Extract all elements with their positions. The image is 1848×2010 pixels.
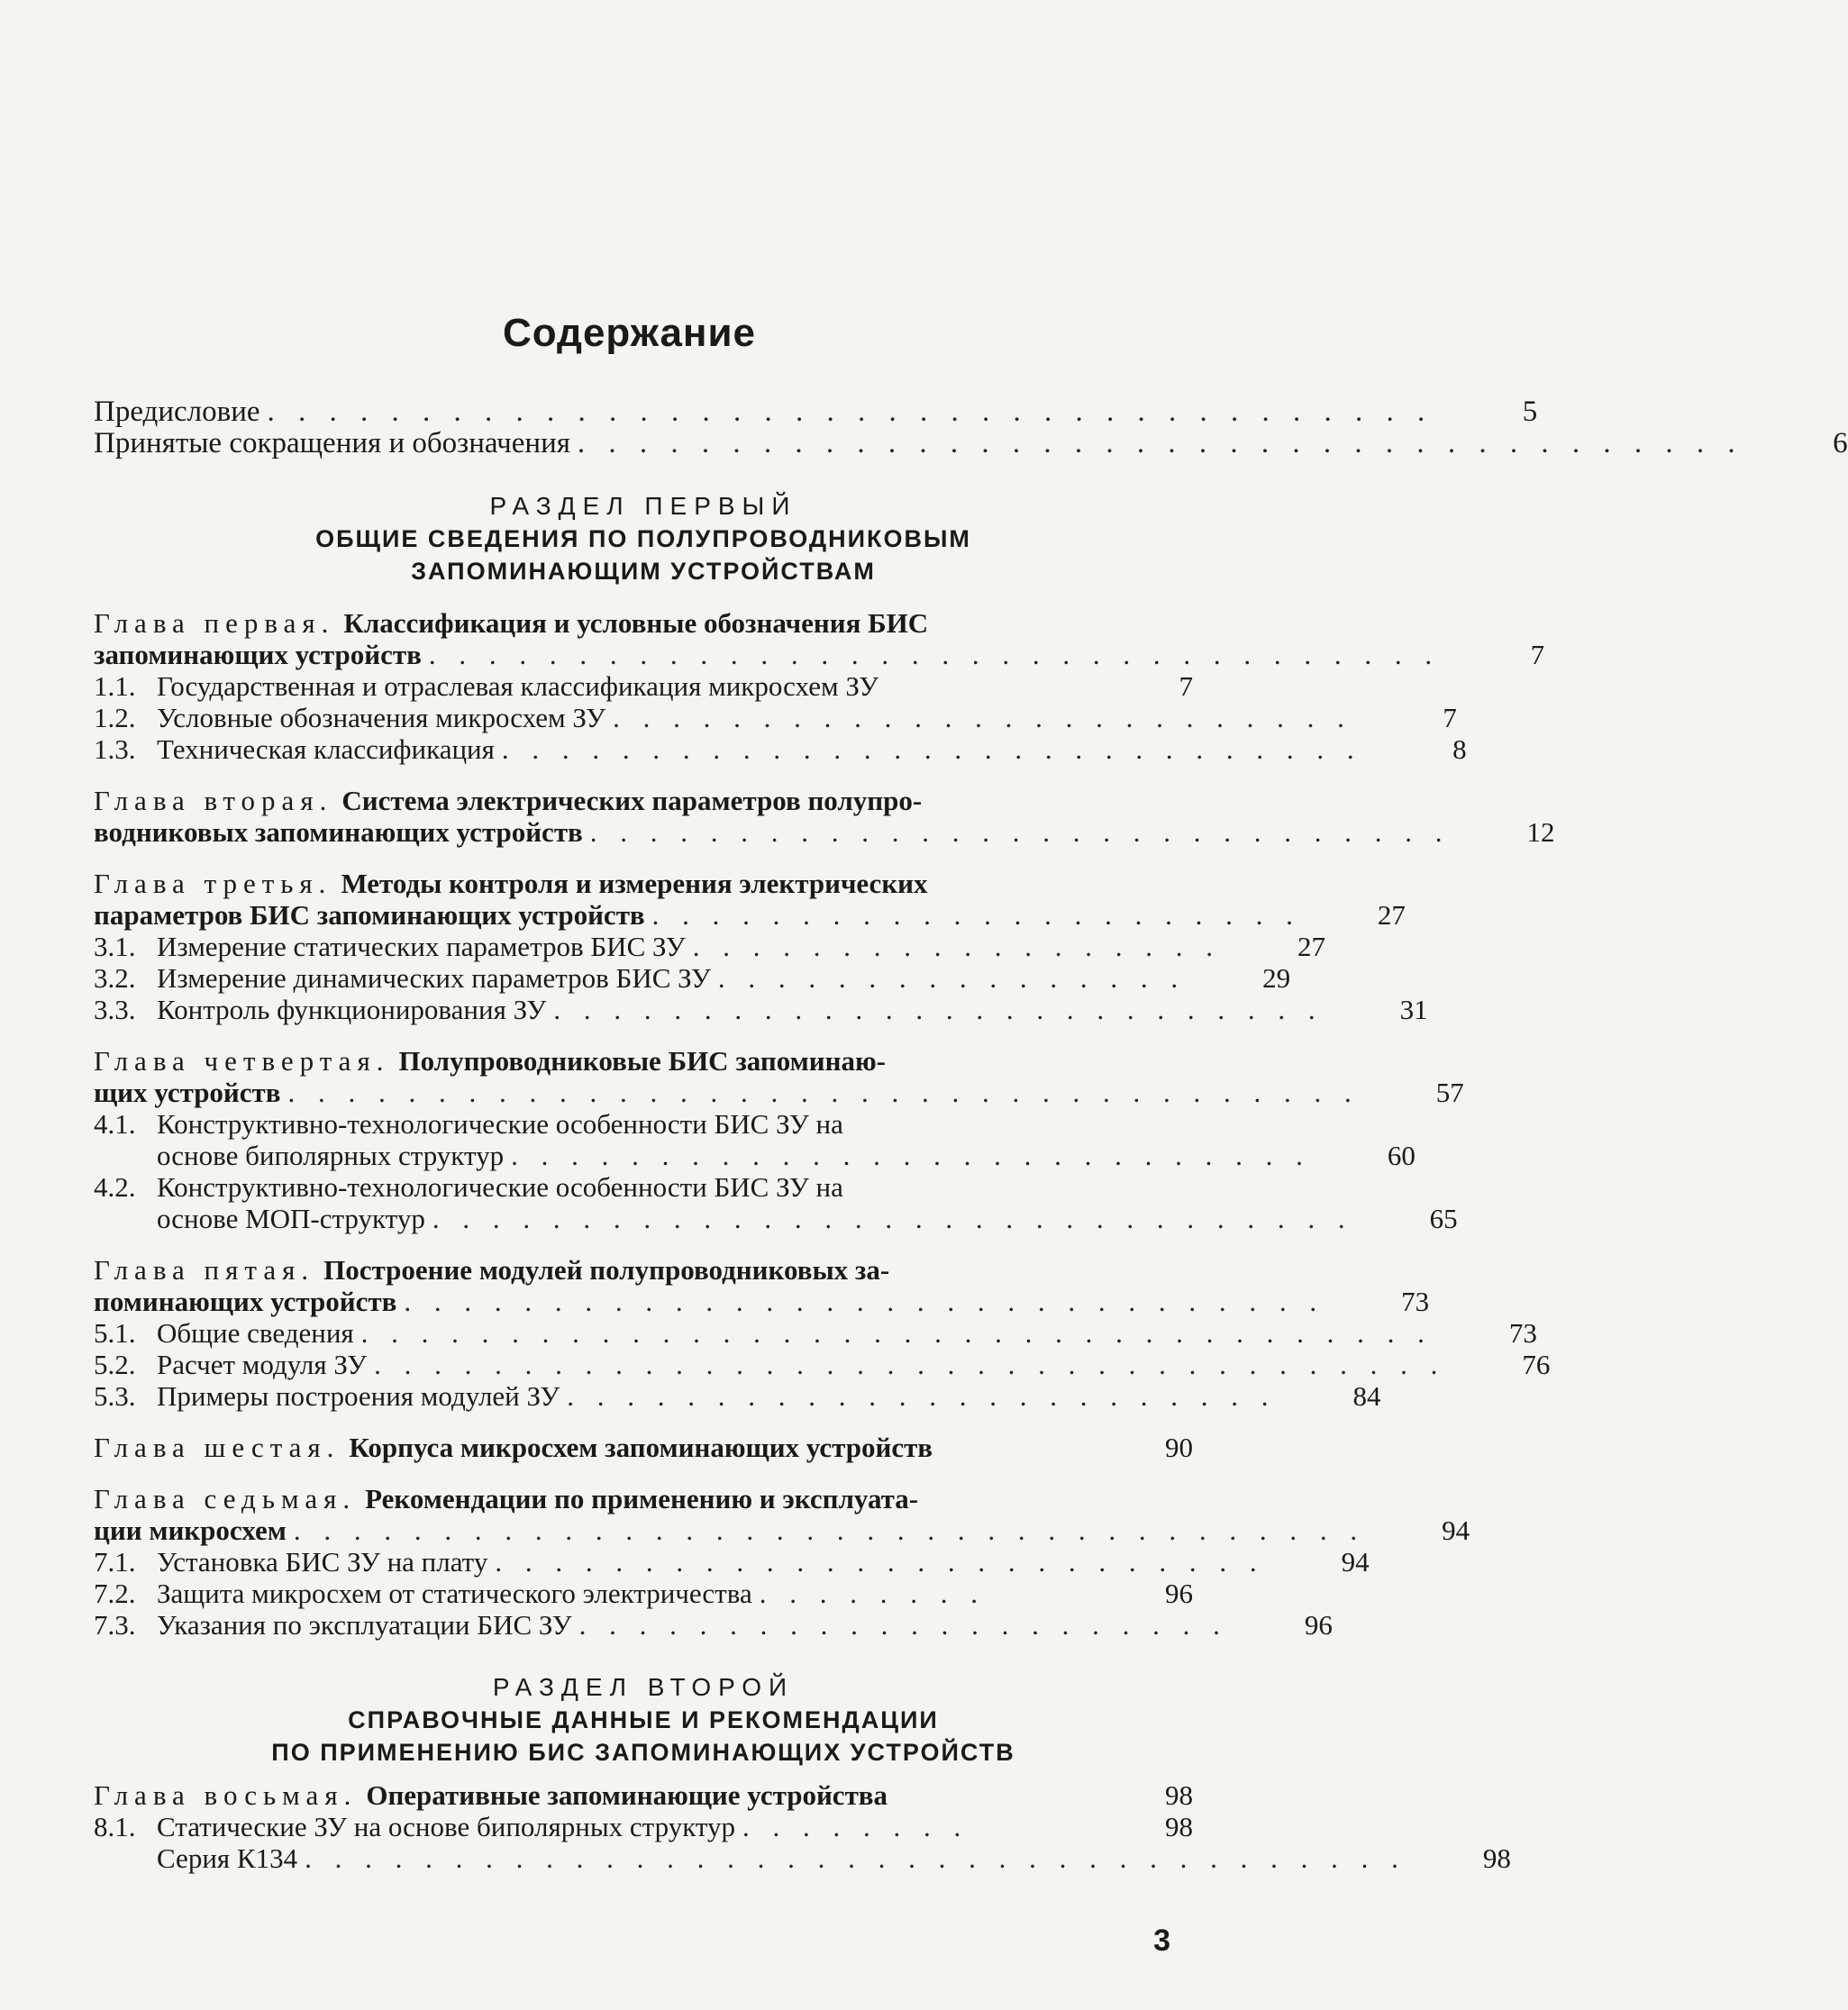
entry-text: Указания по эксплуатации БИС ЗУ (157, 1609, 572, 1641)
toc-entry[interactable] (94, 1811, 1193, 1842)
toc-entry[interactable] (94, 962, 1291, 994)
entry-text: основе биполярных структур (157, 1140, 505, 1171)
section-title-line2: ЗАПОМИНАЮЩИМ УСТРОЙСТВАМ (411, 558, 876, 585)
leader-dots: . . . . . . . . . . . . . . . . . . . . . . . . . . . . . . . . . . (428, 639, 1441, 670)
entry-number: 4.2. (94, 1171, 136, 1203)
entry-text: Контроль функционирования ЗУ (157, 994, 547, 1025)
chapter-4 (94, 1045, 1464, 1234)
entry-page: 94 (1442, 1514, 1470, 1546)
chapter-title-cont[interactable] (94, 899, 1406, 931)
toc-entry[interactable] (94, 1609, 1333, 1641)
entry-page: 27 (1377, 899, 1406, 931)
entry-text: Общие сведения (157, 1317, 354, 1349)
entry-page: 98 (1165, 1779, 1193, 1811)
entry-number: 1.2. (94, 702, 136, 733)
entry-page: 57 (1435, 1077, 1464, 1108)
entry-text: Предисловие (94, 396, 260, 428)
entry-page: 31 (1399, 994, 1428, 1025)
chapter-heading[interactable] (94, 607, 1193, 639)
toc-entry[interactable] (94, 1317, 1537, 1349)
section-heading-1 (94, 490, 1193, 587)
leader-dots: . . . . . . . . . . . . . . . . . . . . . . . . . . . . . . . . . . . . (374, 1349, 1446, 1380)
leader-dots: . . . . . . . . . . . . . . . . . . . . . . . . . . . (511, 1140, 1311, 1171)
entry-number: 1.3. (94, 733, 136, 765)
entry-page: 73 (1401, 1286, 1430, 1317)
section-label: РАЗДЕЛ ВТОРОЙ (492, 1673, 795, 1701)
leader-dots: . . . . . . . . . . . . . . . . . . . . . . . . . (613, 702, 1352, 733)
entry-page: 8 (1452, 733, 1467, 765)
entry-page: 96 (1165, 1578, 1193, 1609)
section-heading-2 (94, 1671, 1193, 1769)
toc-entry[interactable] (94, 1578, 1193, 1609)
chapter-5 (94, 1254, 1551, 1412)
leader-dots: . . . . . . . . . . . . . . . . . . (692, 931, 1221, 962)
entry-page: 98 (1165, 1811, 1193, 1842)
entry-page: 96 (1304, 1609, 1333, 1641)
entry-page: 60 (1387, 1140, 1416, 1171)
entry-page: 7 (1530, 639, 1545, 670)
chapter-6 (94, 1432, 1193, 1463)
entry-page: 98 (1482, 1842, 1511, 1874)
toc-entry[interactable] (94, 1380, 1381, 1412)
entry-text: Измерение динамических параметров БИС ЗУ (157, 962, 711, 994)
chapter-title-line2: параметров БИС запоминающих устройств (94, 899, 645, 931)
leader-dots: . . . . . . . . . . . . . . . . . . . . . . . . . . . . . . . . . . . . . . (577, 427, 1743, 459)
chapter-title-cont[interactable] (94, 1286, 1430, 1317)
entry-number: 5.1. (94, 1317, 136, 1349)
chapter-heading[interactable] (94, 868, 1193, 899)
leader-dots: . . . . . . . . . . . . . . . . . . . . . . . . . . . . . (589, 816, 1451, 848)
table-of-contents (94, 396, 1848, 1874)
section-label: РАЗДЕЛ ПЕРВЫЙ (489, 492, 797, 520)
section-title-line1: СПРАВОЧНЫЕ ДАННЫЕ И РЕКОМЕНДАЦИИ (348, 1706, 939, 1733)
entry-page: 65 (1429, 1203, 1458, 1234)
chapter-title-cont[interactable] (94, 1514, 1470, 1546)
chapter-3 (94, 868, 1428, 1025)
chapter-heading[interactable] (94, 1045, 1193, 1077)
chapter-1 (94, 607, 1545, 765)
entry-number: 7.3. (94, 1609, 136, 1641)
chapter-7 (94, 1483, 1470, 1641)
entry-number: 3.3. (94, 994, 136, 1025)
chapter-title: Классификация и условные обозначения БИС (343, 607, 929, 639)
toc-entry[interactable] (94, 994, 1428, 1025)
chapter-label: Глава пятая. (94, 1254, 315, 1286)
entry-page: 76 (1522, 1349, 1551, 1380)
entry-text: Техническая классификация (157, 733, 495, 765)
entry-number: 4.1. (94, 1108, 136, 1140)
chapter-title-cont[interactable] (94, 816, 1555, 848)
leader-dots: . . . . . . . . . . . . . . . . . . . . . . . . . . . . . . . . . . . . (287, 1077, 1360, 1108)
toc-entry[interactable] (94, 1108, 1193, 1140)
chapter-heading[interactable] (94, 785, 1193, 816)
leader-dots: . . . . . . . . . . . . . . . . . . . . . . . . . . . . . . . . . . . . (360, 1317, 1433, 1349)
chapter-label: Глава шестая. (94, 1432, 341, 1463)
entry-number: 7.2. (94, 1578, 136, 1609)
leader-dots: . . . . . . . . . . . . . . . . . . . . . . . . . . . . . . . (432, 1203, 1353, 1234)
chapter-title: Корпуса микросхем запоминающих устройств (349, 1432, 933, 1463)
toc-entry[interactable] (94, 733, 1467, 765)
entry-page: 73 (1508, 1317, 1537, 1349)
chapter-heading[interactable] (94, 1483, 1193, 1514)
leader-dots: . . . . . . . . . . . . . . . . . . . . . . . . . . . . . (501, 733, 1362, 765)
entry-text: Государственная и отраслевая классификация микросхем ЗУ (157, 670, 879, 702)
chapter-label: Глава восьмая. (94, 1779, 358, 1811)
chapter-title: Построение модулей полупроводниковых за- (323, 1254, 890, 1286)
chapter-title-line2: щих устройств (94, 1077, 281, 1108)
chapter-2 (94, 785, 1555, 848)
leader-dots: . . . . . . . . . . . . . . . . . . . . . . . . . . . . . . . . . . . . (293, 1514, 1366, 1546)
toc-entry[interactable] (94, 1546, 1370, 1578)
entry-page: 12 (1526, 816, 1555, 848)
entry-number: 3.1. (94, 931, 136, 962)
chapter-heading[interactable] (94, 1779, 1193, 1811)
chapter-label: Глава вторая. (94, 785, 333, 816)
entry-page: 7 (1179, 670, 1193, 702)
entry-page: 84 (1352, 1380, 1381, 1412)
entry-page: 6 (1833, 427, 1848, 459)
chapter-title: Рекомендации по применению и эксплуата- (365, 1483, 919, 1514)
entry-text: Конструктивно-технологические особенности БИС ЗУ на (157, 1108, 843, 1140)
toc-entry[interactable] (94, 1842, 1511, 1874)
chapter-title-line2: водниковых запоминающих устройств (94, 816, 583, 848)
chapter-8 (94, 1779, 1511, 1874)
toc-entry-cont[interactable] (94, 1140, 1416, 1171)
toc-entry[interactable] (94, 1349, 1551, 1380)
entry-page: 5 (1522, 396, 1538, 428)
entry-number: 8.1. (94, 1811, 136, 1842)
entry-number: 5.2. (94, 1349, 136, 1380)
chapter-heading[interactable] (94, 1432, 1193, 1463)
entry-text: Установка БИС ЗУ на плату (157, 1546, 488, 1578)
toc-entry-preface[interactable] (94, 396, 1538, 428)
chapter-label: Глава первая. (94, 607, 335, 639)
entry-text: Конструктивно-технологические особенности БИС ЗУ на (157, 1171, 843, 1203)
leader-dots: . . . . . . . . (742, 1811, 970, 1842)
leader-dots: . . . . . . . . . . . . . . . . . . . . . . . . . . . . . . . (404, 1286, 1325, 1317)
entry-text: Расчет модуля ЗУ (157, 1349, 368, 1380)
entry-text: Условные обозначения микросхем ЗУ (157, 702, 606, 733)
chapter-label: Глава четвертая. (94, 1045, 390, 1077)
chapter-title: Оперативные запоминающие устройства (366, 1779, 888, 1811)
leader-dots: . . . . . . . . . . . . . . . . . . . . . . . . . . . . . . . . . . . . . . (267, 396, 1434, 428)
entry-page: 7 (1443, 702, 1457, 733)
chapter-title-line2: ции микросхем (94, 1514, 287, 1546)
leader-dots: . . . . . . . . . . . . . . . . . . . . . . (578, 1609, 1228, 1641)
toc-entry-cont[interactable] (94, 1203, 1458, 1234)
entry-number: 5.3. (94, 1380, 136, 1412)
entry-number: 3.2. (94, 962, 136, 994)
toc-entry[interactable] (94, 670, 1193, 702)
entry-page: 94 (1341, 1546, 1370, 1578)
chapter-title-line2: поминающих устройств (94, 1286, 397, 1317)
entry-number: 1.1. (94, 670, 136, 702)
entry-page: 29 (1262, 962, 1291, 994)
leader-dots: . . . . . . . . . . . . . . . . . . . . . . (651, 899, 1301, 931)
entry-text: Защита микросхем от статического электричества (157, 1578, 752, 1609)
toc-entry[interactable] (94, 702, 1457, 733)
chapter-label: Глава третья. (94, 868, 332, 899)
toc-entry-abbreviations[interactable] (94, 427, 1848, 459)
page-number: 3 (1153, 1924, 1170, 1958)
chapter-label: Глава седьмая. (94, 1483, 357, 1514)
leader-dots: . . . . . . . . . . . . . . . . . . . . . . . . . . . . . . . . . . . . . (305, 1842, 1406, 1874)
leader-dots: . . . . . . . . . . . . . . . . (717, 962, 1187, 994)
chapter-title-line2: запоминающих устройств (94, 639, 422, 670)
section-title-line2: ПО ПРИМЕНЕНИЮ БИС ЗАПОМИНАЮЩИХ УСТРОЙСТВ (271, 1739, 1015, 1766)
leader-dots: . . . . . . . . . . . . . . . . . . . . . . . . (567, 1380, 1277, 1412)
entry-text: основе МОП-структур (157, 1203, 425, 1234)
chapter-title-cont[interactable] (94, 639, 1545, 670)
chapter-title: Методы контроля и измерения электрических (341, 868, 928, 899)
entry-text: Статические ЗУ на основе биполярных структур (157, 1811, 735, 1842)
chapter-title: Система электрических параметров полупро- (341, 785, 923, 816)
entry-text: Принятые сокращения и обозначения (94, 427, 570, 459)
leader-dots: . . . . . . . . (759, 1578, 986, 1609)
chapter-heading[interactable] (94, 1254, 1193, 1286)
entry-text: Примеры построения модулей ЗУ (157, 1380, 560, 1412)
page-title: Содержание (502, 311, 757, 355)
toc-entry[interactable] (94, 931, 1325, 962)
chapter-title: Полупроводниковые БИС запоминаю- (398, 1045, 886, 1077)
leader-dots: . . . . . . . . . . . . . . . . . . . . . . . . . . (495, 1546, 1265, 1578)
toc-entry[interactable] (94, 1171, 1193, 1203)
section-title-line1: ОБЩИЕ СВЕДЕНИЯ ПО ПОЛУПРОВОДНИКОВЫМ (315, 525, 971, 552)
entry-page: 90 (1165, 1432, 1193, 1463)
entry-text: Измерение статических параметров БИС ЗУ (157, 931, 686, 962)
entry-page: 27 (1297, 931, 1325, 962)
entry-number: 7.1. (94, 1546, 136, 1578)
entry-text: Серия К134 (157, 1842, 298, 1874)
leader-dots: . . . . . . . . . . . . . . . . . . . . . . . . . . (553, 994, 1324, 1025)
chapter-title-cont[interactable] (94, 1077, 1464, 1108)
